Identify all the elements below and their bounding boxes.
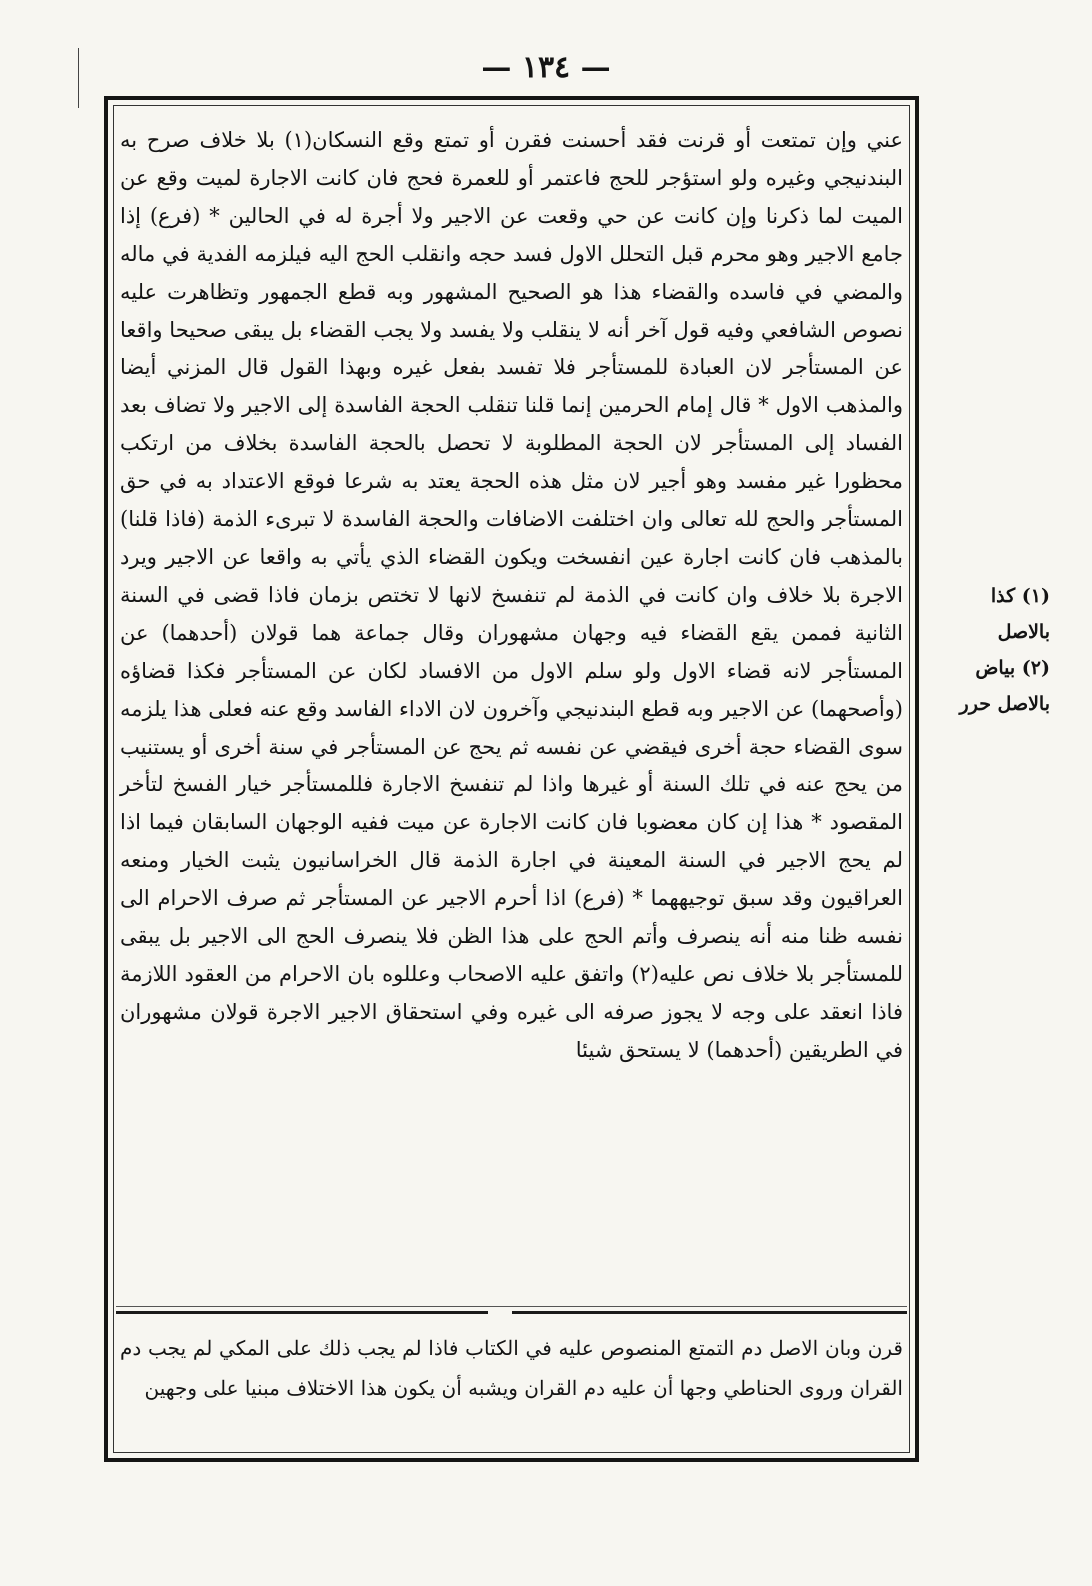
footnote-block <box>120 1328 903 1408</box>
separator-thin-rule <box>116 1306 907 1307</box>
margin-note-line: (٢) بياض <box>975 657 1050 679</box>
margin-note-line: بالاصل حرر <box>959 693 1050 715</box>
footnote-separator <box>116 1306 907 1320</box>
footnote-paragraph: قرن وبان الاصل دم التمتع المنصوص عليه في الكتاب فاذا لم يجب ذلك على المكي لم يجب دم القران وروى الحناطي وجها أن عليه دم القران ويشبه أن يكون هذا الاختلاف مبنيا على وجهين <box>120 1336 903 1400</box>
margin-note-line: (١) كذا <box>990 585 1050 607</box>
separator-rule-left <box>116 1311 488 1314</box>
separator-rule-right <box>512 1311 908 1314</box>
text-frame <box>104 96 919 1462</box>
main-text-block <box>120 122 903 1070</box>
main-text-paragraph: عني وإن تمتعت أو قرنت فقد أحسنت فقرن أو تمتع وقع النسكان(١) بلا خلاف صرح به البندنيجي وغيره ولو استؤجر للحج فاعتمر أو للعمرة فحج فان كانت الاجارة لميت وقع عن الميت لما ذكرنا وإن كانت عن حي وقعت عن الاجير ولا أجرة له في الحالين * (فرع) إذا جامع الاجير وهو محرم قبل التحلل الاول فسد حجه وانقلب الحج اليه فيلزمه الفدية في ماله والمضي في فاسده والقضاء هذا هو الصحيح المشهور وبه قطع الجمهور وتظاهرت عليه نصوص الشافعي وفيه قول آخر أنه لا ينقلب ولا يفسد ولا يجب القضاء بل يبقى صحيحا واقعا عن المستأجر لان العبادة للمستأجر فلا تفسد بفعل غيره وبهذا القول قال المزني أيضا والمذهب الاول * قال إمام الحرمين إنما قلنا تنقلب الحجة الفاسدة إلى الاجير ولا تضاف بعد الفساد إلى المستأجر لان الحجة المطلوبة لا تحصل بالحجة الفاسدة بخلاف من ارتكب محظورا غير مفسد وهو أجير لان مثل هذه الحجة يعتد به شرعا فوقع الاعتداد به في حق المستأجر والحج لله تعالى وان اختلفت الاضافات والحجة الفاسدة لا تبرىء الذمة (فاذا قلنا) بالمذهب فان كانت اجارة عين انفسخت ويكون القضاء الذي يأتي به واقعا عن الاجير ويرد الاجرة بلا خلاف وان كانت في الذمة لم تنفسخ لانها لا تختص بزمان فاذا قضى في السنة الثانية فممن يقع القضاء فيه وجهان مشهوران وقال جماعة هما قولان (أحدهما) عن المستأجر لانه قضاء الاول ولو سلم الاول من الافساد لكان عن المستأجر فكذا قضاؤه (وأصحهما) عن الاجير وبه قطع البندنيجي وآخرون لان الاداء الفاسد وقع عنه فعلى هذا يلزمه سوى القضاء حجة أخرى فيقضي عن نفسه ثم يحج عن المستأجر في سنة أخرى أو يستنيب من يحج عنه في تلك السنة أو غيرها واذا لم تنفسخ الاجارة فللمستأجر خيار الفسخ لتأخر المقصود * هذا إن كان معضوبا فان كانت الاجارة عن ميت ففيه الوجهان السابقان فيما اذا لم يحج الاجير في السنة المعينة في اجارة الذمة قال الخراسانيون يثبت الخيار ومنعه العراقيون وقد سبق توجيههما * (فرع) اذا أحرم الاجير عن المستأجر ثم صرف الاحرام الى نفسه ظنا منه أنه ينصرف وأتم الحج على هذا الظن فلا ينصرف الحج الى الاجير بل يبقى للمستأجر بلا خلاف نص عليه(٢) واتفق عليه الاصحاب وعللوه بان الاحرام من العقود اللازمة فاذا انعقد على وجه لا يجوز صرفه الى غيره وفي استحقاق الاجير الاجرة قولان مشهوران في الطريقين (أحدهما) لا يستحق شيئا <box>120 128 904 1062</box>
page-number: — ١٣٤ — <box>481 50 611 85</box>
margin-notes <box>922 578 1050 722</box>
margin-note-line: بالاصل <box>997 621 1050 643</box>
